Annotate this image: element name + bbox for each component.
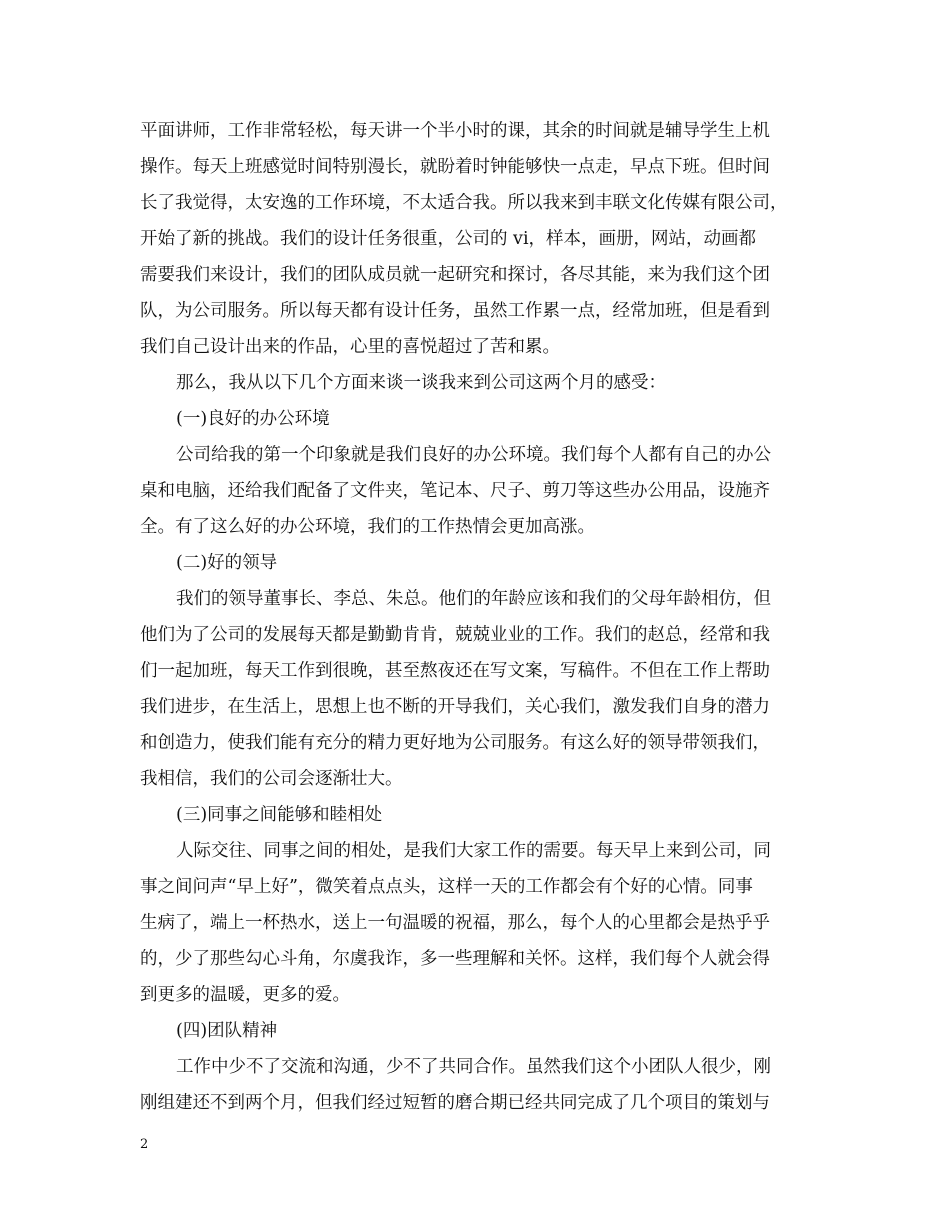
paragraph-line: 他们为了公司的发展每天都是勤勤肯肯，兢兢业业的工作。我们的赵总，经常和我 [140,625,770,645]
section-heading: (四)团队精神 [176,1021,278,1041]
paragraph-line: 那么，我从以下几个方面来谈一谈我来到公司这两个月的感受： [176,373,666,393]
paragraph-line: 公司给我的第一个印象就是我们良好的办公环境。我们每个人都有自己的办公 [176,445,771,465]
paragraph-line: 队，为公司服务。所以每天都有设计任务，虽然工作累一点，经常加班，但是看到 [140,301,770,321]
paragraph-line: 开始了新的挑战。我们的设计任务很重，公司的 vi，样本，画册，网站，动画都 [140,229,757,249]
paragraph-line: 操作。每天上班感觉时间特别漫长，就盼着时钟能够快一点走，早点下班。但时间 [140,157,770,177]
paragraph-line: 需要我们来设计，我们的团队成员就一起研究和探讨，各尽其能，来为我们这个团 [140,265,770,285]
paragraph-line: 平面讲师，工作非常轻松，每天讲一个半小时的课，其余的时间就是辅导学生上机 [140,121,770,141]
paragraph-line: 刚组建还不到两个月，但我们经过短暂的磨合期已经共同完成了几个项目的策划与 [140,1093,770,1113]
section-heading: (三)同事之间能够和睦相处 [176,805,383,825]
paragraph-line: 我们进步，在生活上，思想上也不断的开导我们，关心我们，激发我们自身的潜力 [140,697,770,717]
paragraph-line: 我相信，我们的公司会逐渐壮大。 [140,769,403,789]
paragraph-line: 工作中少不了交流和沟通，少不了共同合作。虽然我们这个小团队人很少，刚 [176,1057,771,1077]
paragraph-line: 桌和电脑，还给我们配备了文件夹，笔记本、尺子、剪刀等这些办公用品，设施齐 [140,481,770,501]
paragraph-line: 人际交往、同事之间的相处，是我们大家工作的需要。每天早上来到公司，同 [176,841,771,861]
paragraph-line: 和创造力，使我们能有充分的精力更好地为公司服务。有这么好的领导带领我们， [140,733,770,753]
paragraph-line: 生病了，端上一杯热水，送上一句温暖的祝福，那么，每个人的心里都会是热乎乎 [140,913,770,933]
paragraph-line: 事之间问声“早上好”，微笑着点点头，这样一天的工作都会有个好的心情。同事 [140,877,753,897]
paragraph-line: 们一起加班，每天工作到很晚，甚至熬夜还在写文案，写稿件。不但在工作上帮助 [140,661,770,681]
paragraph-line: 全。有了这么好的办公环境，我们的工作热情会更加高涨。 [140,517,595,537]
section-heading: (二)好的领导 [176,553,278,573]
paragraph-line: 的，少了那些勾心斗角，尔虞我诈，多一些理解和关怀。这样，我们每个人就会得 [140,949,770,969]
paragraph-line: 我们自己设计出来的作品，心里的喜悦超过了苦和累。 [140,337,560,357]
paragraph-line: 长了我觉得，太安逸的工作环境，不太适合我。所以我来到丰联文化传媒有限公司， [140,193,788,213]
paragraph-line: 到更多的温暖，更多的爱。 [140,985,350,1005]
paragraph-line: 我们的领导董事长、李总、朱总。他们的年龄应该和我们的父母年龄相仿，但 [176,589,771,609]
page-number: 2 [140,1137,149,1152]
section-heading: (一)良好的办公环境 [176,409,330,429]
